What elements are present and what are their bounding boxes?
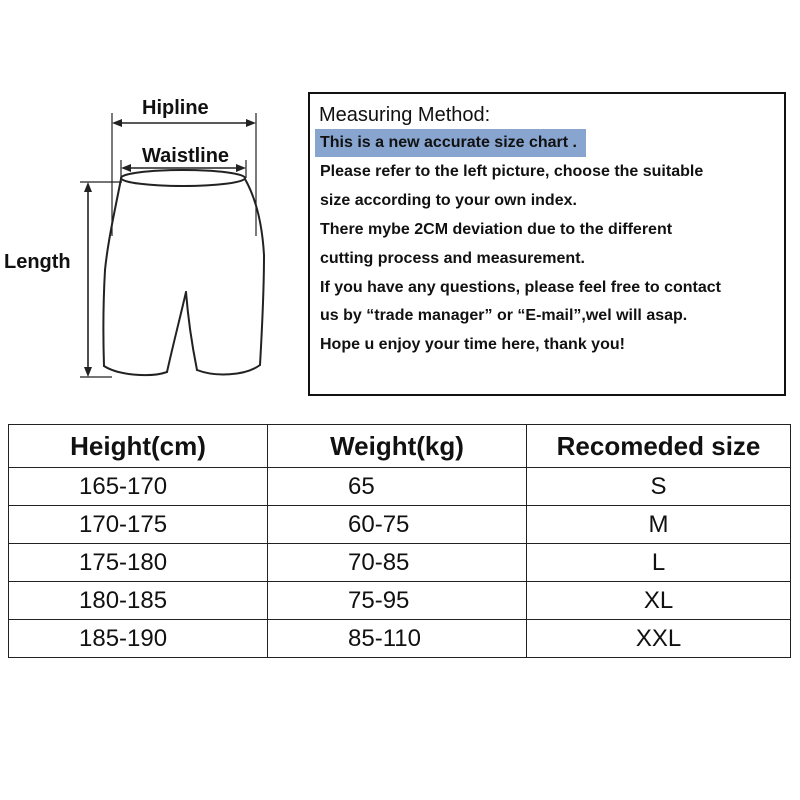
method-line: There mybe 2CM deviation due to the different	[320, 221, 673, 238]
length-dimension	[80, 182, 122, 377]
size-table	[8, 424, 791, 658]
waistline-label: Waistline	[142, 145, 230, 167]
height-cell: 170-175	[9, 506, 268, 544]
size-cell: XXL	[527, 620, 791, 658]
method-line: us by “trade manager” or “E-mail”,wel will asap.	[320, 307, 688, 324]
table-row	[9, 582, 791, 620]
size-cell: L	[527, 544, 791, 582]
hipline-label: Hipline	[142, 97, 209, 119]
size-cell: XL	[527, 582, 791, 620]
method-line: Please refer to the left picture, choose the suitable	[320, 163, 704, 180]
method-line: Hope u enjoy your time here, thank you!	[320, 336, 625, 353]
table-row	[9, 468, 791, 506]
height-cell: 180-185	[9, 582, 268, 620]
size-cell: S	[527, 468, 791, 506]
height-cell: 175-180	[9, 544, 268, 582]
method-line: size according to your own index.	[320, 192, 577, 209]
weight-cell: 65	[268, 468, 527, 506]
table-row	[9, 544, 791, 582]
header-size: Recomeded size	[527, 425, 791, 468]
shorts-diagram	[0, 0, 300, 400]
height-cell: 165-170	[9, 468, 268, 506]
size-cell: M	[527, 506, 791, 544]
header-weight: Weight(kg)	[268, 425, 527, 468]
table-row	[9, 506, 791, 544]
table-row	[9, 620, 791, 658]
length-label: Length	[4, 251, 71, 273]
weight-cell: 75-95	[268, 582, 527, 620]
shorts-outline	[103, 170, 264, 375]
method-highlight: This is a new accurate size chart .	[315, 129, 586, 157]
weight-cell: 85-110	[268, 620, 527, 658]
height-cell: 185-190	[9, 620, 268, 658]
measuring-method-box	[308, 92, 786, 396]
method-title: Measuring Method:	[319, 104, 491, 126]
weight-cell: 70-85	[268, 544, 527, 582]
shorts-illustration	[0, 0, 300, 400]
method-line: If you have any questions, please feel free to contact	[320, 279, 722, 296]
method-line: cutting process and measurement.	[320, 250, 585, 267]
table-header-row	[9, 425, 791, 468]
header-height: Height(cm)	[9, 425, 268, 468]
hipline-dimension	[112, 113, 256, 236]
weight-cell: 60-75	[268, 506, 527, 544]
